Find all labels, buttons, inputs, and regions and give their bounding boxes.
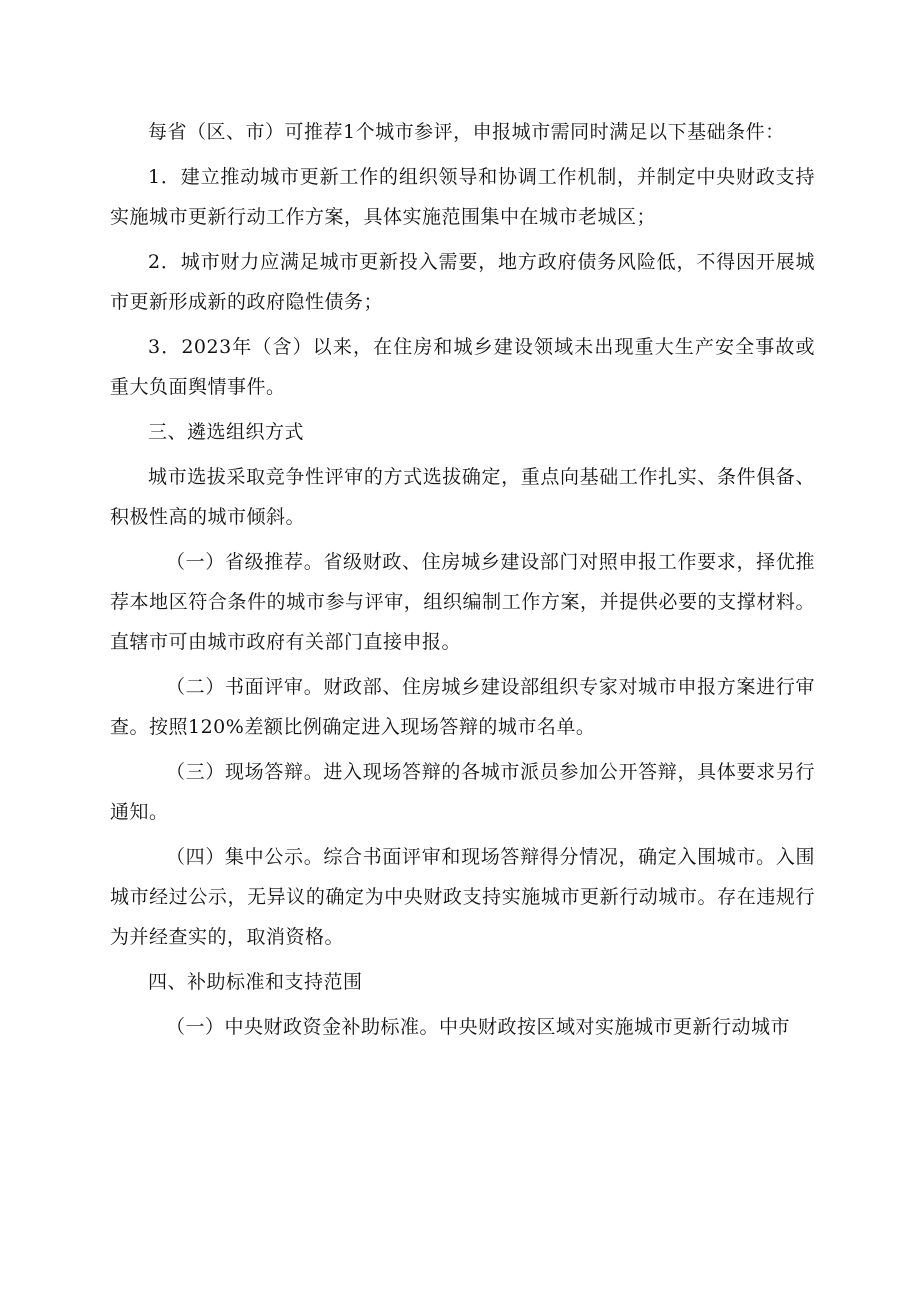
section-heading-subsidy: 四、补助标准和支持范围 xyxy=(148,971,363,993)
condition-item-2: 2．城市财力应满足城市更新投入需要，地方政府债务风险低，不得因开展城市更新形成新的政府隐性债务； xyxy=(110,251,815,313)
paragraph-selection-method: 城市选拔采取竞争性评审的方式选拔确定，重点向基础工作扎实、条件俱备、积极性高的城市倾斜。 xyxy=(110,466,815,528)
step-public-notice: （四）集中公示。综合书面评审和现场答辩得分情况，确定入围城市。入围城市经过公示，无异议的确定为中央财政支持实施城市更新行动城市。存在违规行为并经查实的，取消资格。 xyxy=(110,846,815,948)
paragraph-eligibility-intro: 每省（区、市）可推荐1个城市参评，申报城市需同时满足以下基础条件： xyxy=(148,121,785,143)
paragraph-subsidy-standard: （一）中央财政资金补助标准。中央财政按区域对实施城市更新行动城市 xyxy=(166,1016,791,1038)
condition-item-3: 3．2023年（含）以来，在住房和城乡建设领域未出现重大生产安全事故或重大负面舆情事件。 xyxy=(110,336,815,398)
step-provincial-recommendation: （一）省级推荐。省级财政、住房城乡建设部门对照申报工作要求，择优推荐本地区符合条件的城市参与评审，组织编制工作方案，并提供必要的支撑材料。直辖市可由城市政府有关部门直接申报。 xyxy=(110,551,815,653)
section-heading-selection: 三、遴选组织方式 xyxy=(148,421,305,443)
step-written-review: （二）书面评审。财政部、住房城乡建设部组织专家对城市申报方案进行审查。按照120%差额比例确定进入现场答辩的城市名单。 xyxy=(110,676,815,738)
step-onsite-defense: （三）现场答辩。进入现场答辩的各城市派员参加公开答辩，具体要求另行通知。 xyxy=(110,761,815,823)
condition-item-1: 1．建立推动城市更新工作的组织领导和协调工作机制，并制定中央财政支持实施城市更新行动工作方案，具体实施范围集中在城市老城区； xyxy=(110,166,815,228)
document-body xyxy=(110,112,815,1052)
